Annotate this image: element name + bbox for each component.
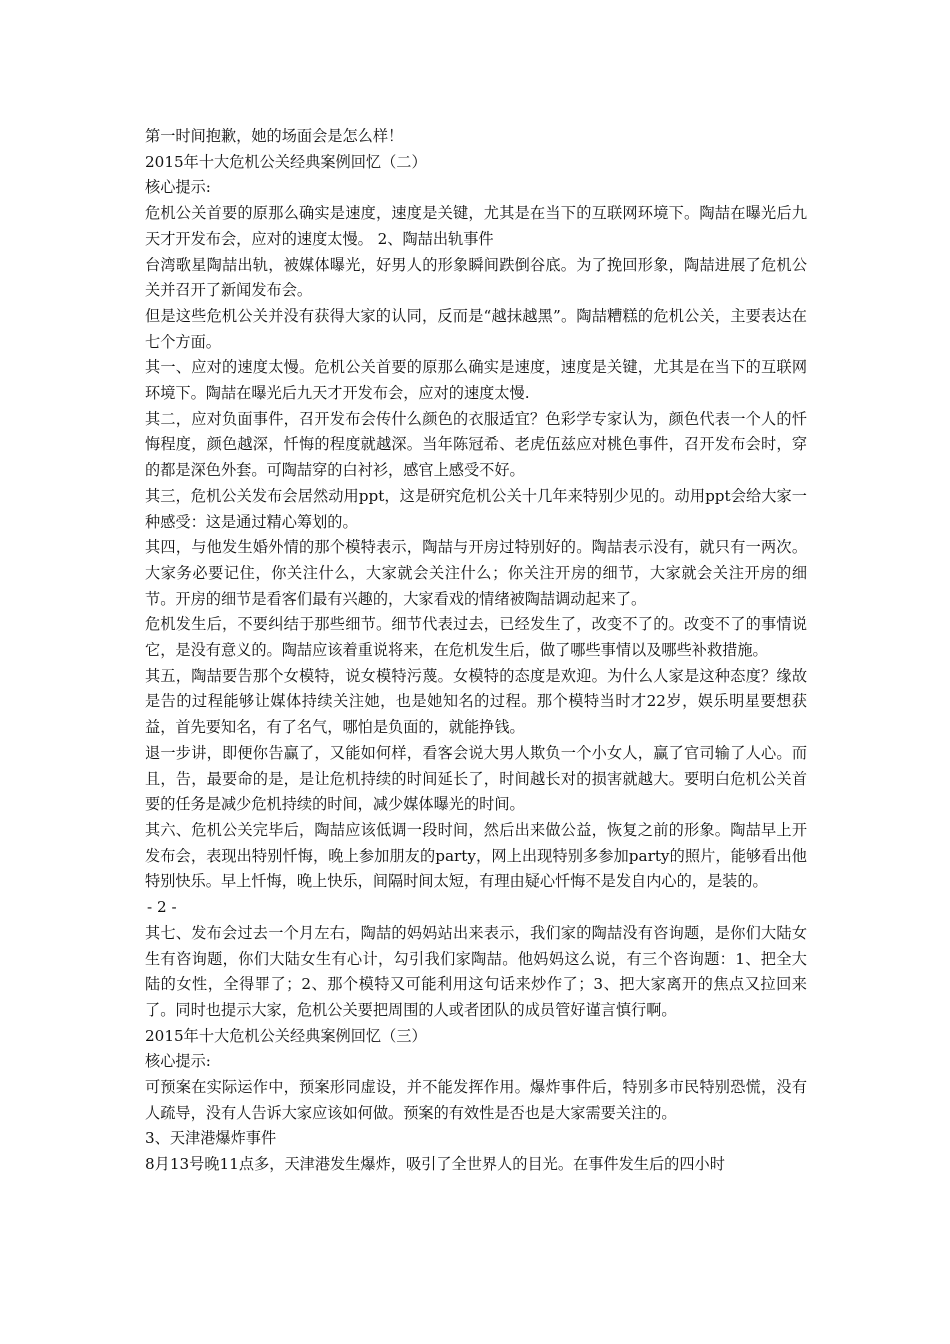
paragraph: 第一时间抱歉，她的场面会是怎么样！: [145, 127, 404, 145]
paragraph: 可预案在实际运作中，预案形同虚设，并不能发挥作用。爆炸事件后，特别多市民特别恐慌，没有人疏导，没有人告诉大家应该如何做。预案的有效性是否也是大家需要关注的。: [145, 1078, 807, 1122]
core-tip-label: 核心提示:: [145, 178, 211, 197]
paragraph: 但是这些危机公关并没有获得大家的认同，反而是“越抹越黑”。陶喆糟糕的危机公关，主要表达在七个方面。: [145, 306, 807, 351]
paragraph: 其四，与他发生婚外情的那个模特表示，陶喆与开房过特别好的。陶喆表示没有，就只有一两次。大家务必要记住，你关注什么，大家就会关注什么；你关注开房的细节，大家就会关注开房的细节。开房的细节是看客们最有兴趣的，大家看戏的情绪被陶喆调动起来了。: [145, 538, 807, 608]
page-number: - 2 -: [147, 898, 177, 917]
paragraph: 其五，陶喆要告那个女模特，说女模特污蔑。女模特的态度是欢迎。为什么人家是这种态度？缘故是告的过程能够让媒体持续关注她，也是她知名的过程。那个模特当时才22岁，娱乐明星要想获益，首先要知名，有了名气，哪怕是负面的，就能挣钱。: [145, 666, 807, 737]
paragraph: 8月13号晚11点多，天津港发生爆炸，吸引了全世界人的目光。在事件发生后的四小时: [145, 1155, 725, 1174]
section-heading: 2015年十大危机公关经典案例回忆（三）: [145, 1026, 427, 1045]
case-heading: 3、天津港爆炸事件: [145, 1129, 277, 1148]
document-page: [145, 124, 807, 1178]
paragraph: 其三，危机公关发布会居然动用ppt，这是研究危机公关十几年来特别少见的。动用ppt会给大家一种感受：这是通过精心筹划的。: [145, 486, 807, 531]
paragraph: 台湾歌星陶喆出轨，被媒体曝光，好男人的形象瞬间跌倒谷底。为了挽回形象，陶喆进展了危机公关并召开了新闻发布会。: [145, 255, 807, 300]
paragraph: 危机公关首要的原那么确实是速度，速度是关键，尤其是在当下的互联网环境下。陶喆在曝光后九天才开发布会，应对的速度太慢。 2、陶喆出轨事件: [145, 204, 807, 248]
paragraph: 其七、发布会过去一个月左右，陶喆的妈妈站出来表示，我们家的陶喆没有咨询题，是你们大陆女生有咨询题，你们大陆女生有心计，勾引我们家陶喆。他妈妈这么说，有三个咨询题：1、把全大陆的女性，全得罪了；2、那个模特又可能利用这句话来炒作了；3、把大家离开的焦点又拉回来了。同时也提示大家，危机公关要把周围的人或者团队的成员管好谨言慎行啊。: [145, 923, 807, 1019]
paragraph: 其二，应对负面事件，召开发布会传什么颜色的衣服适宜？色彩学专家认为，颜色代表一个人的忏悔程度，颜色越深，忏悔的程度就越深。当年陈冠希、老虎伍兹应对桃色事件，召开发布会时，穿的都是深色外套。可陶喆穿的白衬衫，感官上感受不好。: [145, 409, 807, 480]
paragraph: 退一步讲，即便你告赢了，又能如何样，看客会说大男人欺负一个小女人，赢了官司输了人心。而且，告，最要命的是，是让危机持续的时间延长了，时间越长对的损害就越大。要明白危机公关首要的任务是减少危机持续的时间，减少媒体曝光的时间。: [145, 743, 807, 814]
paragraph: 危机发生后，不要纠结于那些细节。细节代表过去，已经发生了，改变不了的。改变不了的事情说它，是没有意义的。陶喆应该着重说将来，在危机发生后，做了哪些事情以及哪些补救措施。: [145, 615, 807, 660]
paragraph: 其六、危机公关完毕后，陶喆应该低调一段时间，然后出来做公益，恢复之前的形象。陶喆早上开发布会，表现出特别忏悔，晚上参加朋友的party，网上出现特别多参加party的照片，能够看出他特别快乐。早上忏悔，晚上快乐，间隔时间太短，有理由疑心忏悔不是发自内心的，是装的。: [145, 820, 807, 891]
section-heading: 2015年十大危机公关经典案例回忆（二）: [145, 152, 427, 171]
core-tip-label: 核心提示:: [145, 1052, 211, 1071]
paragraph: 其一、应对的速度太慢。危机公关首要的原那么确实是速度，速度是关键，尤其是在当下的互联网环境下。陶喆在曝光后九天才开发布会，应对的速度太慢.: [145, 358, 807, 403]
